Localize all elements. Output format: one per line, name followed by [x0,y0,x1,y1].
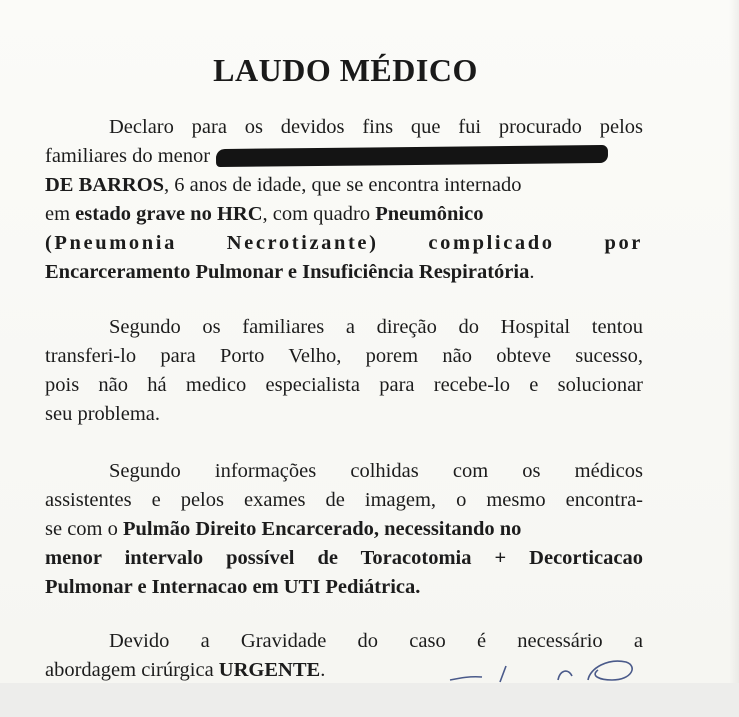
text-run: se com o [45,518,123,540]
paragraph-findings [45,457,643,602]
paragraph-line: seu problema. [45,403,160,425]
procedure-line: menor intervalo possível de Toracotomia + Decorticacao [45,547,643,569]
diagnosis-text: Pneumônico [375,203,484,225]
paragraph-line [45,200,643,229]
diagnosis-line: (Pneumonia Necrotizante) complicado por [45,232,643,254]
redacted-name-bar [216,145,608,167]
diagnosis-text: Encarceramento Pulmonar e Insuficiência Respiratória [45,261,530,283]
text-run: . [529,261,535,283]
paragraph-line: Segundo os familiares a direção do Hospital tentou [109,316,643,338]
document-title: LAUDO MÉDICO [213,52,478,88]
finding-text: Pulmão Direito Encarcerado, necessitando no [123,518,522,540]
procedure-line: Pulmonar e Internacao em UTI Pediátrica. [45,576,421,598]
paragraph-declaration [45,113,643,287]
paragraph-line [45,142,643,171]
urgency-text: URGENTE [218,659,321,681]
page-edge-shadow [729,0,739,683]
paragraph-line [45,171,643,200]
text-run: , 6 anos de idade, que se encontra internado [164,174,522,196]
paragraph-line: Devido a Gravidade do caso é necessário a [109,630,643,652]
text-run: familiares do menor [45,145,211,167]
text-run: abordagem cirúrgica [45,659,219,681]
handwritten-signature [440,650,650,690]
paragraph-line: transferi-lo para Porto Velho, porem não obteve sucesso, [45,345,643,367]
text-run: em [45,203,76,225]
paragraph-line [45,258,643,287]
paragraph-line: Declaro para os devidos fins que fui procurado pelos [109,116,643,138]
text-run: , com quadro [262,203,376,225]
paragraph-transfer [45,313,643,429]
condition-text: estado grave no HRC [75,203,263,225]
paragraph-line: Segundo informações colhidas com os médicos [109,460,643,482]
text-run: . [320,659,326,681]
paragraph-line [45,515,643,544]
patient-surname: DE BARROS [45,174,165,196]
paragraph-line: assistentes e pelos exames de imagem, o mesmo encontra- [45,489,643,511]
paragraph-line: pois não há medico especialista para recebe-lo e solucionar [45,374,643,396]
